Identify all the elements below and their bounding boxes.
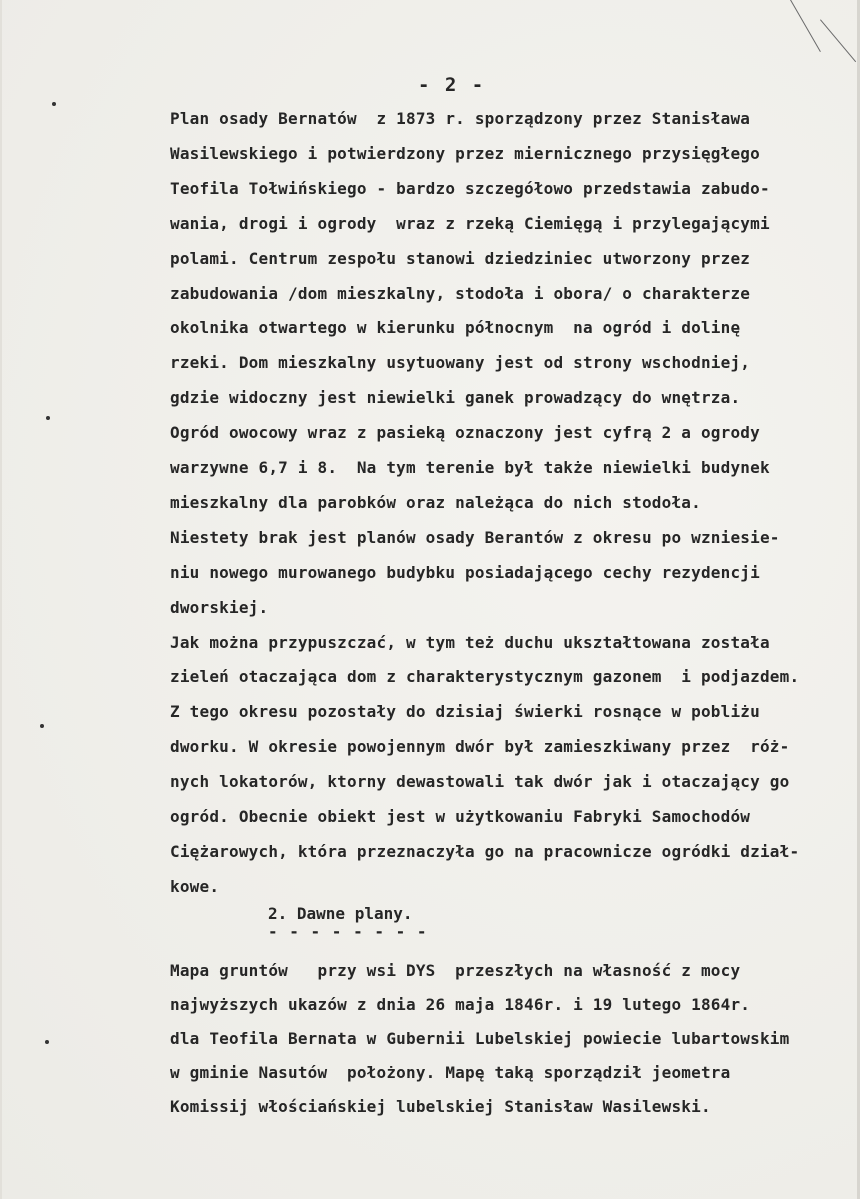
margin-mark: [46, 416, 50, 420]
text-line: rzeki. Dom mieszkalny usytuowany jest od strony wschodniej,: [170, 353, 751, 373]
text-line: najwyższych ukazów z dnia 26 maja 1846r. i 19 lutego 1864r.: [170, 995, 751, 1014]
section-heading-underline: - - - - - - - -: [268, 922, 428, 941]
text-line: Jak można przypuszczać, w tym też duchu ukształtowana została: [170, 632, 770, 652]
text-line: okolnika otwartego w kierunku północnym na ogród i dolinę: [170, 318, 741, 338]
text-line: dworku. W okresie powojennym dwór był zamieszkiwany przez róż-: [170, 737, 790, 757]
text-line: w gminie Nasutów położony. Mapę taką sporządził jeometra: [170, 1063, 731, 1082]
text-line: kowe.: [170, 876, 220, 896]
text-line: Mapa gruntów przy wsi DYS przeszłych na własność z mocy: [170, 961, 741, 980]
corner-fold-line-2: [820, 19, 856, 62]
text-line: zieleń otaczająca dom z charakterystycznym gazonem i podjazdem.: [170, 667, 800, 687]
page-number: - 2 -: [418, 74, 486, 96]
margin-mark: [45, 1040, 49, 1044]
text-line: dla Teofila Bernata w Gubernii Lubelskiej powiecie lubartowskim: [170, 1029, 790, 1048]
text-line: Z tego okresu pozostały do dzisiaj świerki rosnące w pobliżu: [170, 702, 760, 722]
section-heading: 2. Dawne plany.: [268, 904, 413, 923]
text-line: gdzie widoczny jest niewielki ganek prowadzący do wnętrza.: [170, 388, 741, 408]
text-line: Niestety brak jest planów osady Berantów z okresu po wzniesie-: [170, 527, 780, 547]
text-line: Wasilewskiego i potwierdzony przez miernicznego przysięgłego: [170, 143, 760, 163]
text-line: mieszkalny dla parobków oraz należąca do nich stodoła.: [170, 492, 701, 512]
page-left-edge: [0, 0, 2, 1199]
text-line: Plan osady Bernatów z 1873 r. sporządzony przez Stanisława: [170, 109, 751, 128]
margin-mark: [52, 102, 56, 106]
text-line: Ogród owocowy wraz z pasieką oznaczony jest cyfrą 2 a ogrody: [170, 423, 760, 443]
text-line: Komissij włościańskiej lubelskiej Stanisław Wasilewski.: [170, 1097, 711, 1116]
text-line: ogród. Obecnie obiekt jest w użytkowaniu Fabryki Samochodów: [170, 807, 751, 826]
corner-fold-line: [790, 0, 821, 52]
text-line: dworskiej.: [170, 597, 269, 617]
text-line: polami. Centrum zespołu stanowi dziedziniec utworzony przez: [170, 248, 751, 268]
margin-mark: [40, 724, 44, 728]
text-line: niu nowego murowanego budybku posiadającego cechy rezydencji: [170, 562, 760, 582]
text-line: wania, drogi i ogrody wraz z rzeką Ciemięgą i przylegającymi: [170, 213, 770, 233]
text-line: warzywne 6,7 i 8. Na tym terenie był także niewielki budynek: [170, 458, 770, 477]
text-line: Teofila Tołwińskiego - bardzo szczegółowo przedstawia zabudo-: [170, 178, 770, 198]
text-line: zabudowania /dom mieszkalny, stodoła i obora/ o charakterze: [170, 283, 751, 303]
text-line: Ciężarowych, która przeznaczyła go na pracownicze ogródki dział-: [170, 841, 800, 861]
text-line: nych lokatorów, ktorny dewastowali tak dwór jak i otaczający go: [170, 772, 790, 792]
